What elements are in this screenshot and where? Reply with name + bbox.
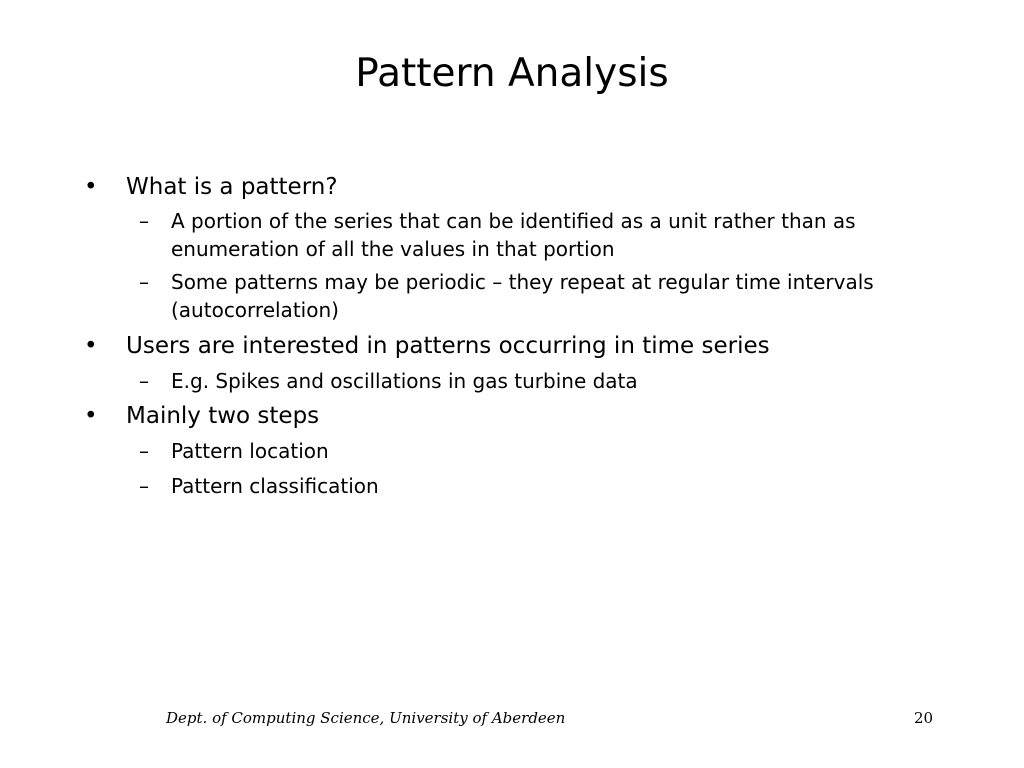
footer-department: Dept. of Computing Science, University of Aberdeen (166, 709, 566, 727)
page-number: 20 (914, 709, 934, 727)
sub-bullet-marker: – (139, 209, 149, 233)
bullet-marker: • (84, 333, 98, 359)
sub-bullet-marker: – (139, 474, 149, 498)
slide-title: Pattern Analysis (355, 51, 669, 96)
sub-bullet-text: Some patterns may be periodic – they repeat at regular time intervals (autocorrelation) (171, 270, 874, 322)
sub-bullet-text: E.g. Spikes and oscillations in gas turbine data (171, 369, 638, 393)
sub-bullet-marker: – (139, 439, 149, 463)
bullet-marker: • (84, 403, 98, 429)
sub-bullet-marker: – (139, 369, 149, 393)
bullet-text: Mainly two steps (126, 403, 320, 429)
sub-bullet-text: Pattern location (171, 439, 329, 463)
bullet-text: Users are interested in patterns occurring in time series (126, 333, 770, 359)
sub-bullet-marker: – (139, 270, 149, 294)
bullet-marker: • (84, 174, 98, 200)
bullet-text: What is a pattern? (126, 174, 338, 200)
sub-bullet-text: A portion of the series that can be identified as a unit rather than as enumeration of all the values in that portion (171, 209, 856, 261)
sub-bullet-text: Pattern classification (171, 474, 379, 498)
